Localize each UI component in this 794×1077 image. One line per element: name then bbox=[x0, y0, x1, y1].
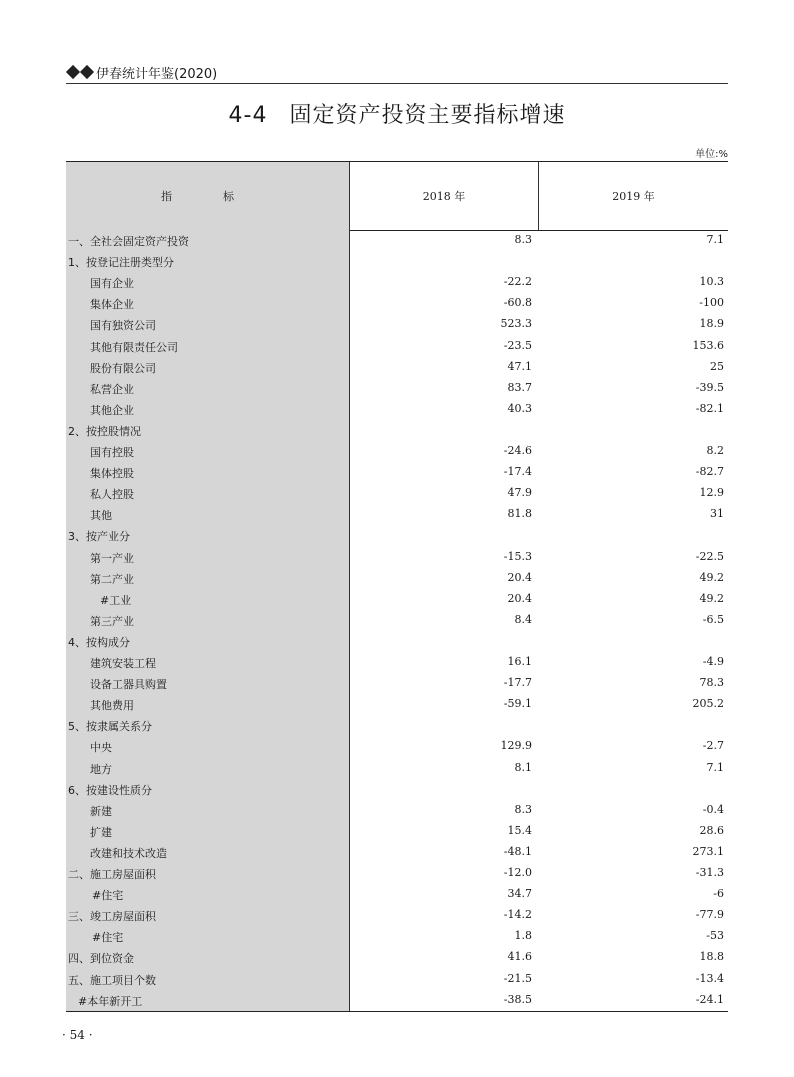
row-indicator: 集体企业 bbox=[90, 298, 134, 312]
row-indicator: #住宅 bbox=[92, 931, 124, 945]
row-indicator: 6、按建设性质分 bbox=[68, 783, 152, 797]
value-2019: -24.1 bbox=[695, 992, 724, 1006]
table-row bbox=[66, 842, 728, 863]
running-header bbox=[66, 62, 728, 84]
value-2019: -31.3 bbox=[695, 866, 724, 879]
table-row bbox=[66, 652, 728, 673]
value-2019: 7.1 bbox=[706, 760, 724, 774]
value-2018: -38.5 bbox=[503, 992, 532, 1006]
value-2019: -77.9 bbox=[695, 908, 724, 922]
diamond-icon bbox=[66, 65, 80, 79]
diamond-icon bbox=[80, 65, 94, 79]
row-indicator: 其他费用 bbox=[90, 699, 134, 713]
table-row bbox=[66, 779, 728, 800]
value-2018: 40.3 bbox=[507, 401, 532, 415]
table-row bbox=[66, 736, 728, 757]
row-indicator: #本年新开工 bbox=[78, 994, 143, 1008]
value-2019: 31 bbox=[710, 507, 724, 521]
value-2018: 81.8 bbox=[507, 507, 532, 521]
row-indicator: 国有企业 bbox=[90, 277, 134, 291]
value-2018: 41.6 bbox=[507, 950, 532, 964]
value-2019: 49.2 bbox=[699, 570, 724, 584]
value-2019: -4.9 bbox=[702, 655, 724, 668]
row-indicator: 设备工器具购置 bbox=[90, 678, 167, 692]
value-2019: -6 bbox=[713, 887, 724, 901]
header-rule bbox=[66, 83, 728, 84]
row-indicator: 4、按构成分 bbox=[68, 635, 130, 649]
value-2019: 18.8 bbox=[699, 950, 724, 964]
value-2018: -21.5 bbox=[503, 971, 532, 985]
value-2018: 1.8 bbox=[514, 929, 532, 943]
value-2019: -0.4 bbox=[702, 802, 724, 816]
page-title bbox=[0, 98, 794, 129]
value-2019: -100 bbox=[699, 296, 724, 310]
table-row bbox=[66, 715, 728, 736]
row-indicator: 国有控股 bbox=[90, 446, 134, 459]
table-row bbox=[66, 758, 728, 779]
value-2019: 28.6 bbox=[699, 823, 724, 837]
table-row bbox=[66, 694, 728, 715]
row-indicator: 第三产业 bbox=[90, 614, 134, 628]
value-2018: -59.1 bbox=[503, 697, 532, 711]
row-indicator: 五、施工项目个数 bbox=[68, 973, 156, 987]
value-2018: -48.1 bbox=[503, 844, 532, 858]
table-row bbox=[66, 926, 728, 947]
table-row bbox=[66, 631, 728, 652]
table-row bbox=[66, 336, 728, 357]
table-row bbox=[66, 947, 728, 968]
table-body bbox=[66, 230, 728, 1012]
table-row bbox=[66, 990, 728, 1011]
value-2019: -39.5 bbox=[695, 380, 724, 394]
row-indicator: 第一产业 bbox=[90, 551, 134, 565]
table-row bbox=[66, 399, 728, 420]
value-2019: 78.3 bbox=[699, 676, 724, 690]
value-2019: -82.1 bbox=[695, 401, 724, 415]
unit-label: 单位:% bbox=[695, 149, 728, 160]
value-2018: 15.4 bbox=[507, 823, 532, 837]
page-number: · 54 · bbox=[62, 1028, 93, 1042]
row-indicator: 三、竣工房屋面积 bbox=[68, 910, 156, 924]
table-row bbox=[66, 568, 728, 589]
row-indicator: 国有独资公司 bbox=[90, 319, 156, 333]
row-indicator: 其他 bbox=[90, 509, 112, 523]
value-2019: -6.5 bbox=[702, 612, 724, 626]
value-2018: -23.5 bbox=[503, 338, 532, 352]
table-row bbox=[66, 462, 728, 483]
value-2019: -82.7 bbox=[695, 465, 724, 479]
row-indicator: 扩建 bbox=[90, 825, 112, 839]
row-indicator: 一、全社会固定资产投资 bbox=[68, 235, 189, 248]
row-indicator: 二、施工房屋面积 bbox=[68, 868, 156, 881]
row-indicator: 第二产业 bbox=[90, 572, 134, 586]
table-row bbox=[66, 230, 728, 251]
value-2018: -22.2 bbox=[503, 275, 532, 289]
value-2018: -17.4 bbox=[503, 465, 532, 479]
table-row bbox=[66, 969, 728, 990]
value-2018: 83.7 bbox=[507, 380, 532, 394]
row-indicator: 新建 bbox=[90, 804, 112, 818]
value-2018: 34.7 bbox=[507, 887, 532, 901]
row-indicator: 建筑安装工程 bbox=[90, 657, 156, 670]
value-2018: 20.4 bbox=[507, 570, 532, 584]
value-2018: -60.8 bbox=[503, 296, 532, 310]
value-2018: -17.7 bbox=[503, 676, 532, 690]
value-2019: -22.5 bbox=[695, 549, 724, 563]
value-2019: -2.7 bbox=[702, 739, 724, 753]
value-2018: 16.1 bbox=[507, 655, 532, 668]
row-indicator: 集体控股 bbox=[90, 467, 134, 481]
table-row bbox=[66, 589, 728, 610]
table-row bbox=[66, 525, 728, 546]
row-indicator: 私营企业 bbox=[90, 382, 134, 396]
table-row bbox=[66, 293, 728, 314]
row-indicator: 1、按登记注册类型分 bbox=[68, 256, 174, 270]
column-header-2018: 2018 年 bbox=[350, 162, 539, 230]
value-2018: -12.0 bbox=[503, 866, 532, 879]
table-row bbox=[66, 314, 728, 335]
value-2019: 205.2 bbox=[692, 697, 724, 711]
row-indicator: 中央 bbox=[90, 741, 112, 755]
value-2019: 12.9 bbox=[699, 486, 724, 500]
row-indicator: 5、按隶属关系分 bbox=[68, 720, 152, 734]
table-row bbox=[66, 357, 728, 378]
table-row bbox=[66, 863, 728, 884]
table-header bbox=[66, 161, 728, 231]
table-row bbox=[66, 610, 728, 631]
table-title: 固定资产投资主要指标增速 bbox=[289, 103, 566, 128]
value-2019: 153.6 bbox=[692, 338, 724, 352]
row-indicator: #住宅 bbox=[92, 889, 124, 903]
value-2018: 47.1 bbox=[507, 359, 532, 373]
value-2018: 20.4 bbox=[507, 591, 532, 605]
row-indicator: 改建和技术改造 bbox=[90, 846, 167, 860]
column-header-2019: 2019 年 bbox=[612, 190, 655, 203]
value-2019: 10.3 bbox=[699, 275, 724, 289]
table-row bbox=[66, 821, 728, 842]
table-row bbox=[66, 504, 728, 525]
row-indicator: 私人控股 bbox=[90, 488, 134, 502]
value-2018: -24.6 bbox=[503, 444, 532, 457]
value-2018: -14.2 bbox=[503, 908, 532, 922]
value-2019: 8.2 bbox=[706, 444, 724, 457]
row-indicator: #工业 bbox=[100, 593, 132, 607]
row-indicator: 四、到位资金 bbox=[68, 952, 134, 966]
value-2018: 523.3 bbox=[500, 317, 532, 331]
value-2019: 25 bbox=[710, 359, 724, 373]
table-row bbox=[66, 673, 728, 694]
table-row bbox=[66, 884, 728, 905]
table-row bbox=[66, 547, 728, 568]
value-2019: 18.9 bbox=[699, 317, 724, 331]
table-row bbox=[66, 483, 728, 504]
value-2019: 49.2 bbox=[699, 591, 724, 605]
row-indicator: 地方 bbox=[90, 762, 112, 776]
row-indicator: 2、按控股情况 bbox=[68, 424, 141, 438]
row-indicator: 3、按产业分 bbox=[68, 530, 130, 544]
book-title: 伊春统计年鉴(2020) bbox=[96, 67, 218, 82]
table-row bbox=[66, 378, 728, 399]
value-2019: -13.4 bbox=[695, 971, 724, 985]
table-row bbox=[66, 905, 728, 926]
value-2018: 47.9 bbox=[507, 486, 532, 500]
value-2018: 8.1 bbox=[514, 760, 532, 774]
table-row bbox=[66, 272, 728, 293]
row-indicator: 其他有限责任公司 bbox=[90, 340, 178, 354]
value-2018: 8.3 bbox=[514, 802, 532, 816]
value-2019: -53 bbox=[706, 929, 724, 943]
table-row bbox=[66, 441, 728, 462]
value-2018: -15.3 bbox=[503, 549, 532, 563]
value-2019: 273.1 bbox=[692, 844, 724, 858]
table-row bbox=[66, 251, 728, 272]
table-code: 4-4 bbox=[228, 103, 268, 128]
table-row bbox=[66, 420, 728, 441]
column-header-indicator: 指 标 bbox=[66, 162, 350, 230]
table-row bbox=[66, 800, 728, 821]
row-indicator: 其他企业 bbox=[90, 403, 134, 417]
value-2018: 8.4 bbox=[514, 612, 532, 626]
row-indicator: 股份有限公司 bbox=[90, 361, 156, 375]
value-2018: 129.9 bbox=[500, 739, 532, 753]
value-2018: 8.3 bbox=[514, 233, 532, 246]
value-2019: 7.1 bbox=[706, 233, 724, 246]
